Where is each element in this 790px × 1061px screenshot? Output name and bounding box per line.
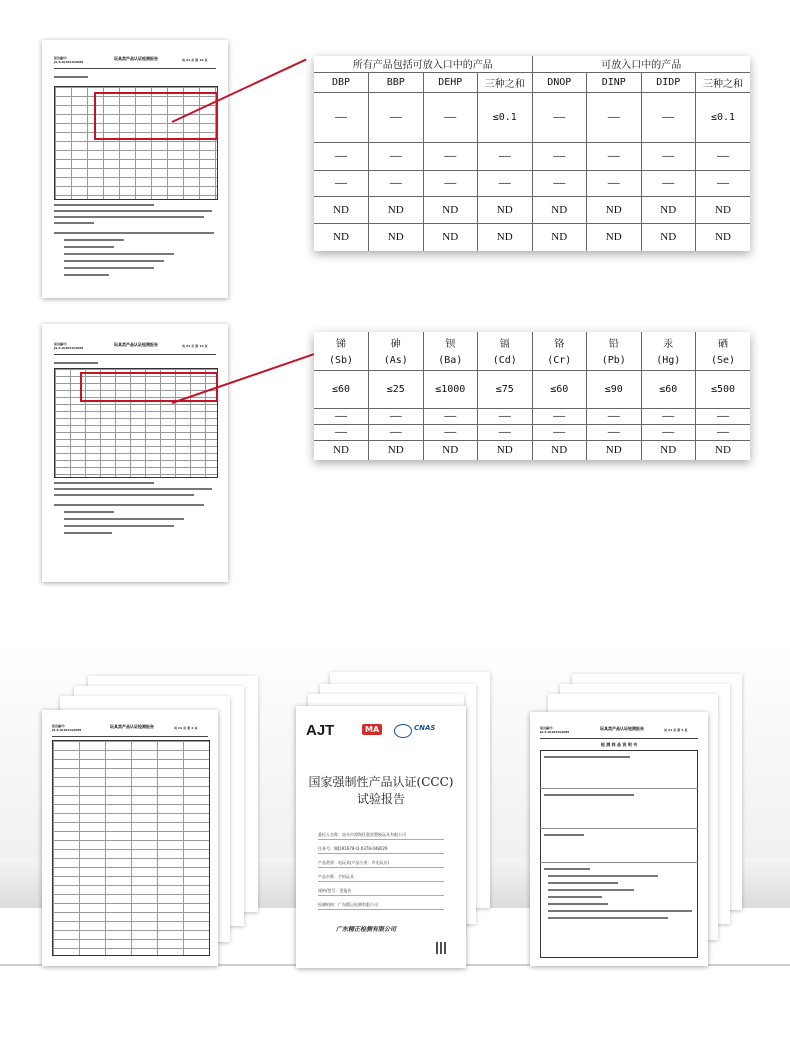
contents-table-thumbnail (52, 740, 210, 956)
limit-cell: ≤60 (641, 370, 696, 408)
nd-cell: ND (314, 223, 369, 251)
group-all-products: 所有产品包括可放入口中的产品 (314, 56, 532, 72)
report-page-contents (42, 710, 218, 966)
blank-cell: —— (369, 408, 424, 424)
nd-cell: ND (369, 196, 424, 223)
report-page-phthalate (42, 40, 228, 298)
header-didp: DIDP (641, 72, 696, 92)
group-mouth-products: 可放入口中的产品 (532, 56, 750, 72)
limit-cell: —— (532, 92, 587, 142)
header-sum-1: 三种之和 (478, 72, 533, 92)
header-sum-2: 三种之和 (696, 72, 751, 92)
element-name: 硒 (696, 332, 751, 352)
element-symbol: (Cd) (478, 352, 533, 370)
limit-cell: ≤90 (587, 370, 642, 408)
element-symbol: (Sb) (314, 352, 369, 370)
cover-field-task: 任务号：WJ191678-Q-0378-048029 (318, 846, 388, 851)
report-page-number: 共 21 页 第 4 页 (664, 728, 688, 732)
cover-field-category: 产品类别：电玩具(产品小类：声光玩具) (318, 860, 390, 865)
blank-cell: —— (478, 424, 533, 440)
blank-cell: —— (696, 408, 751, 424)
limit-cell: ≤75 (478, 370, 533, 408)
nd-cell: ND (478, 196, 533, 223)
heavy-metal-table-zoom (314, 332, 750, 460)
blank-cell: —— (532, 142, 587, 170)
blank-cell: —— (423, 424, 478, 440)
ajt-logo: AJT (306, 722, 335, 739)
element-name: 镉 (478, 332, 533, 352)
blank-cell: —— (423, 142, 478, 170)
header-dinp: DINP (587, 72, 642, 92)
cover-field-lab: 检测机构：广东精正检测有限公司 (318, 902, 378, 907)
nd-cell: ND (641, 440, 696, 460)
cover-title-line1: 国家强制性产品认证(CCC) (308, 775, 454, 789)
nd-cell: ND (641, 196, 696, 223)
blank-cell: —— (314, 424, 369, 440)
cover-field-model: 规格/型号：见报告 (318, 888, 352, 893)
header-dehp: DEHP (423, 72, 478, 92)
notes-page-title: 检 测 样 品 说 明 书 (600, 742, 638, 747)
nd-cell: ND (587, 196, 642, 223)
blank-cell: —— (532, 170, 587, 196)
nd-cell: ND (314, 196, 369, 223)
element-name: 钡 (423, 332, 478, 352)
nd-cell: ND (478, 440, 533, 460)
header-dnop: DNOP (532, 72, 587, 92)
ma-logo: MA (362, 724, 382, 735)
limit-cell: ≤0.1 (478, 92, 533, 142)
element-name: 铬 (532, 332, 587, 352)
report-title: 玩具类产品认证检测报告 (114, 56, 158, 61)
nd-cell: ND (587, 223, 642, 251)
report-page-number: 共 21 页 第 2 页 (174, 726, 198, 730)
notes-frame (540, 750, 698, 958)
blank-cell: —— (641, 170, 696, 196)
blank-cell: —— (587, 142, 642, 170)
report-number: 报告编号: JS-5-0(2019)2685 (54, 342, 84, 350)
report-sample-notes-page (530, 712, 708, 966)
nd-cell: ND (696, 196, 751, 223)
element-symbol: (Hg) (641, 352, 696, 370)
element-name: 汞 (641, 332, 696, 352)
nd-cell: ND (423, 196, 478, 223)
limit-cell: —— (423, 92, 478, 142)
nd-cell: ND (423, 223, 478, 251)
blank-cell: —— (478, 142, 533, 170)
element-name: 锑 (314, 332, 369, 352)
blank-cell: —— (532, 424, 587, 440)
blank-cell: —— (423, 408, 478, 424)
report-number: 报告编号: JS-5-0(2019)2685 (540, 726, 570, 734)
ilac-mark-icon (394, 724, 412, 738)
blank-cell: —— (696, 424, 751, 440)
blank-cell: —— (423, 170, 478, 196)
element-symbol: (Pb) (587, 352, 642, 370)
limit-cell: —— (369, 92, 424, 142)
limit-cell: ≤500 (696, 370, 751, 408)
limit-cell: —— (314, 92, 369, 142)
report-page-number: 共 21 页 第 12 页 (182, 58, 208, 62)
element-symbol: (As) (369, 352, 424, 370)
blank-cell: —— (587, 424, 642, 440)
report-page-heavy-metals (42, 324, 228, 582)
report-number: 报告编号: JS-5-0(2019)2685 (52, 724, 82, 732)
limit-cell: —— (587, 92, 642, 142)
blank-cell: —— (478, 170, 533, 196)
report-title: 玩具类产品认证检测报告 (114, 342, 158, 347)
limit-cell: ≤60 (314, 370, 369, 408)
blank-cell: —— (696, 142, 751, 170)
blank-cell: —— (587, 408, 642, 424)
nd-cell: ND (587, 440, 642, 460)
limit-cell: ≤1000 (423, 370, 478, 408)
report-page-number: 共 21 页 第 13 页 (182, 344, 208, 348)
element-symbol: (Cr) (532, 352, 587, 370)
blank-cell: —— (696, 170, 751, 196)
nd-cell: ND (641, 223, 696, 251)
nd-cell: ND (314, 440, 369, 460)
element-name: 砷 (369, 332, 424, 352)
qr-code-icon (436, 942, 448, 954)
nd-cell: ND (532, 223, 587, 251)
cover-title-line2: 试验报告 (356, 792, 405, 806)
cover-company-name: 广东精正检测有限公司 (336, 926, 397, 933)
element-symbol: (Ba) (423, 352, 478, 370)
blank-cell: —— (369, 170, 424, 196)
nd-cell: ND (696, 223, 751, 251)
blank-cell: —— (641, 424, 696, 440)
limit-cell: ≤60 (532, 370, 587, 408)
limit-cell: ≤0.1 (696, 92, 751, 142)
report-title: 玩具类产品认证检测报告 (110, 724, 154, 729)
element-name: 铅 (587, 332, 642, 352)
report-cover-page (296, 706, 466, 968)
highlight-box (80, 372, 218, 402)
limit-cell: —— (641, 92, 696, 142)
blank-cell: —— (314, 170, 369, 196)
blank-cell: —— (532, 408, 587, 424)
blank-cell: —— (587, 170, 642, 196)
report-title: 玩具类产品认证检测报告 (600, 726, 644, 731)
header-dbp: DBP (314, 72, 369, 92)
highlight-box (94, 92, 218, 140)
nd-cell: ND (696, 440, 751, 460)
nd-cell: ND (478, 223, 533, 251)
limit-cell: ≤25 (369, 370, 424, 408)
cover-field-client: 委托人名称：汕头市澄海区奥雷塑胶玩具有限公司 (318, 832, 406, 837)
blank-cell: —— (369, 142, 424, 170)
cover-field-product: 产品名称：手机玩具 (318, 874, 354, 879)
blank-cell: —— (314, 142, 369, 170)
blank-cell: —— (369, 424, 424, 440)
nd-cell: ND (532, 440, 587, 460)
blank-cell: —— (478, 408, 533, 424)
header-bbp: BBP (369, 72, 424, 92)
nd-cell: ND (423, 440, 478, 460)
blank-cell: —— (641, 142, 696, 170)
nd-cell: ND (532, 196, 587, 223)
cnas-logo: CNAS (414, 724, 436, 732)
phthalate-table-zoom (314, 56, 750, 251)
report-number: 报告编号: JS-5-0(2019)2685 (54, 56, 84, 64)
nd-cell: ND (369, 440, 424, 460)
element-symbol: (Se) (696, 352, 751, 370)
nd-cell: ND (369, 223, 424, 251)
blank-cell: —— (641, 408, 696, 424)
blank-cell: —— (314, 408, 369, 424)
